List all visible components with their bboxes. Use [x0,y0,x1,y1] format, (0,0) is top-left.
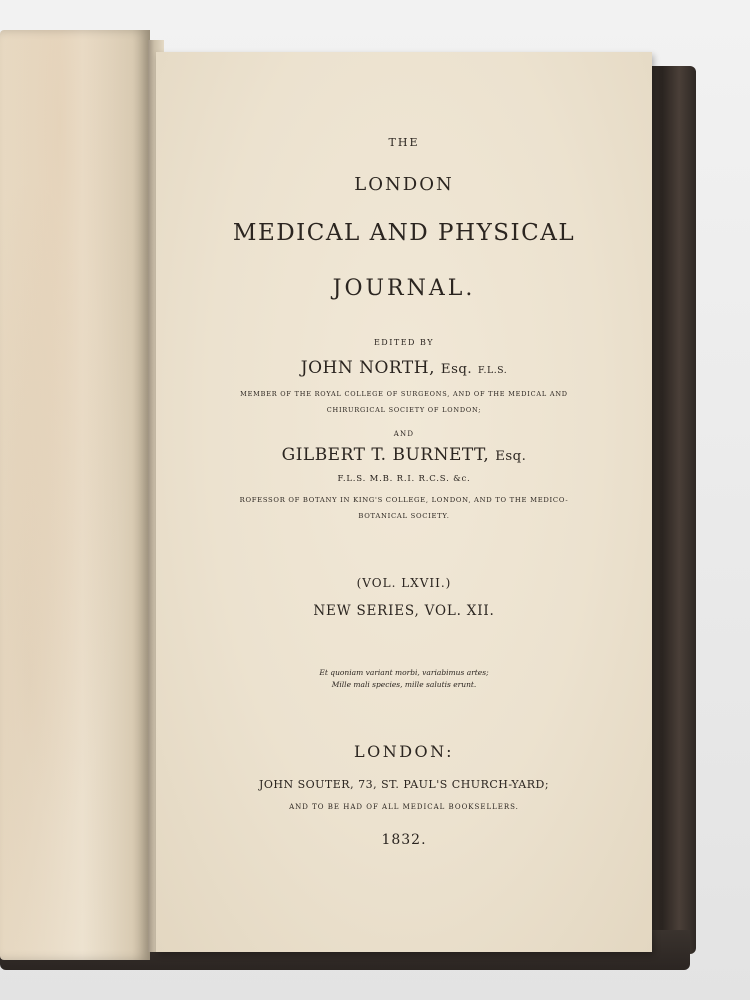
motto-line-2: Mille mali species, mille salutis erunt. [331,680,477,689]
title-london: LONDON [354,174,454,195]
editor-1-suffix: Esq. [440,362,473,377]
editor-1-description-line-1: MEMBER OF THE ROYAL COLLEGE OF SURGEONS, AND OF THE MEDICAL AND [240,390,568,398]
editor-1-letters: F.L.S. [478,365,508,376]
title-the: THE [388,136,420,149]
series-number: NEW SERIES, VOL. XII. [313,603,495,619]
left-endpaper [0,30,150,960]
editor-1-description-line-2: CHIRURGICAL SOCIETY OF LONDON; [326,406,482,414]
title-journal: JOURNAL. [332,276,476,301]
imprint-place: LONDON: [353,742,454,761]
imprint-sellers: AND TO BE HAD OF ALL MEDICAL BOOKSELLERS. [289,803,519,811]
volume-number: (VOL. LXVII.) [356,576,452,590]
edited-by: EDITED BY [373,338,435,347]
title-main: MEDICAL AND PHYSICAL [232,220,576,246]
imprint-year: 1832. [381,832,427,848]
editor-2-letters: F.L.S. M.B. R.I. R.C.S. &c. [337,474,471,484]
editor-2-suffix: Esq. [495,449,527,464]
editor-1 [156,358,652,378]
motto-line-1: Et quoniam variant morbi, variabimus artes; [319,668,489,677]
editor-2-description-line-2: BOTANICAL SOCIETY. [358,512,450,520]
editor-2 [156,445,652,465]
editor-2-description-line-1: ROFESSOR OF BOTANY IN KING'S COLLEGE, LONDON, AND TO THE MEDICO- [239,496,569,504]
editor-2-name: GILBERT T. BURNETT, [281,445,490,465]
imprint-publisher: JOHN SOUTER, 73, ST. PAUL'S CHURCH-YARD; [258,778,550,791]
and-separator: AND [393,430,415,438]
editor-1-name: JOHN NORTH, [300,358,436,378]
title-page [156,52,652,952]
